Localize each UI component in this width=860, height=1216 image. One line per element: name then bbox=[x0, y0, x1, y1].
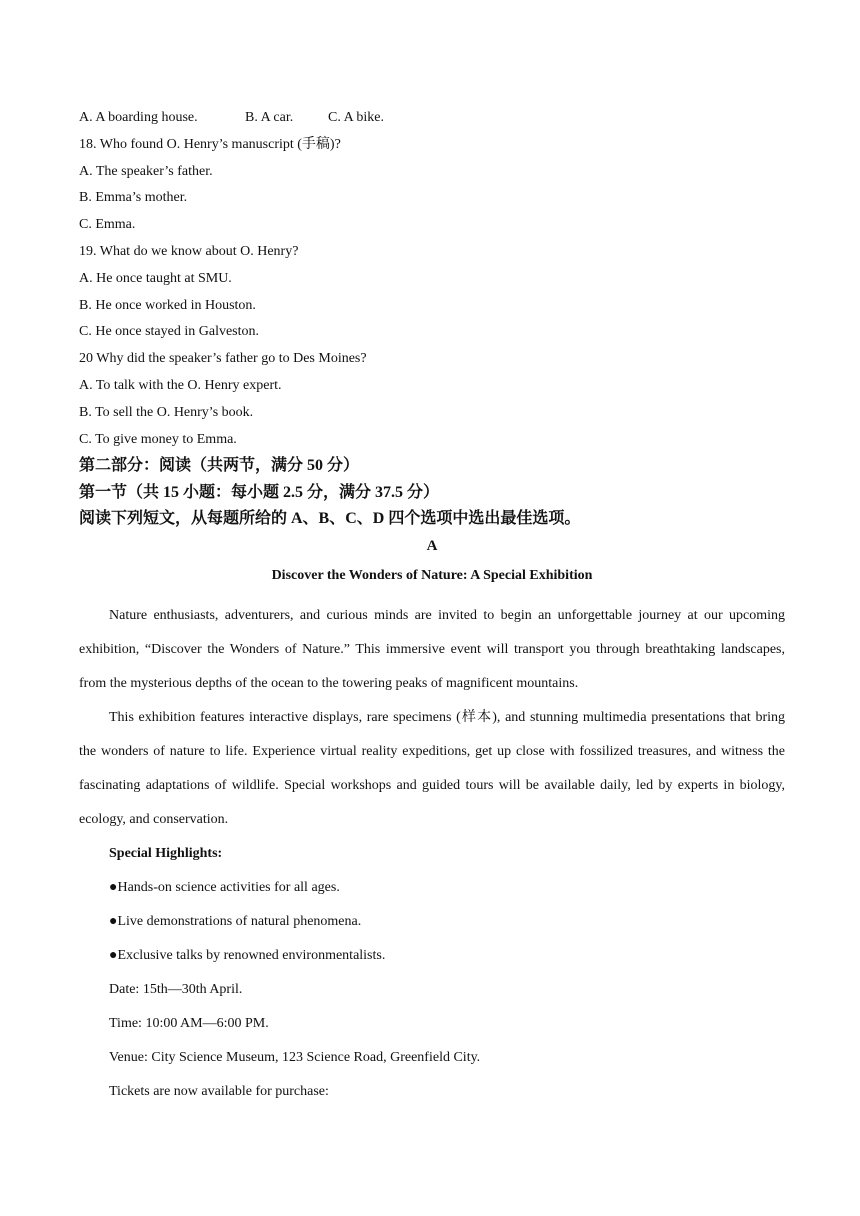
event-venue: Venue: City Science Museum, 123 Science Road, Greenfield City. bbox=[109, 1049, 481, 1065]
question-18-stem: 18. Who found O. Henry’s manuscript (手稿)? bbox=[79, 136, 341, 152]
passage-paragraph-2: This exhibition features interactive displays, rare specimens (样本), and stunning multimedia presentations that bring the wonders of nature to life. Experience virtual reality expeditions, get up close with fossilized treasures, and witness the fascinating adaptations of wildlife. Special workshops and guided tours will be available daily, led by experts in biology, ecology, and conservation. bbox=[79, 709, 785, 827]
passage-paragraph-1: Nature enthusiasts, adventurers, and curious minds are invited to begin an unforgettable journey at our upcoming exhibition, “Discover the Wonders of Nature.” This immersive event will transport you through breathtaking landscapes, from the mysterious depths of the ocean to the towering peaks of magnificent mountains. bbox=[79, 607, 785, 691]
question-17-options bbox=[79, 107, 785, 134]
question-19-option-a: A. He once taught at SMU. bbox=[79, 270, 232, 286]
option-c: C. A bike. bbox=[328, 110, 385, 125]
reading-instruction: 阅读下列短文，从每题所给的 A、B、C、D 四个选项中选出最佳选项。 bbox=[79, 510, 581, 528]
passage-letter: A bbox=[426, 537, 438, 554]
question-20-option-c: C. To give money to Emma. bbox=[79, 431, 237, 447]
question-18-option-c: C. Emma. bbox=[79, 217, 136, 233]
question-20-option-b: B. To sell the O. Henry’s book. bbox=[79, 404, 254, 420]
highlight-item: ●Hands-on science activities for all ages. bbox=[109, 879, 340, 895]
tickets-line: Tickets are now available for purchase: bbox=[109, 1083, 329, 1099]
question-20-option-a: A. To talk with the O. Henry expert. bbox=[79, 377, 282, 393]
question-19-option-b: B. He once worked in Houston. bbox=[79, 297, 256, 313]
event-date: Date: 15th—30th April. bbox=[109, 981, 243, 997]
highlight-item: ●Exclusive talks by renowned environmentalists. bbox=[109, 947, 386, 963]
passage-title: Discover the Wonders of Nature: A Special Exhibition bbox=[271, 567, 593, 583]
section-one-heading: 第一节（共 15 小题：每小题 2.5 分，满分 37.5 分） bbox=[79, 483, 440, 501]
option-a: A. A boarding house. bbox=[79, 110, 198, 125]
question-18-option-b: B. Emma’s mother. bbox=[79, 190, 188, 206]
question-20-stem: 20 Why did the speaker’s father go to Des Moines? bbox=[79, 351, 367, 367]
option-b: B. A car. bbox=[245, 110, 294, 125]
highlights-heading: Special Highlights: bbox=[109, 845, 223, 861]
question-18-option-a: A. The speaker’s father. bbox=[79, 163, 213, 179]
highlight-item: ●Live demonstrations of natural phenomena. bbox=[109, 913, 362, 929]
page-content bbox=[79, 107, 785, 1109]
event-time: Time: 10:00 AM—6:00 PM. bbox=[109, 1015, 269, 1031]
question-19-stem: 19. What do we know about O. Henry? bbox=[79, 243, 299, 259]
question-19-option-c: C. He once stayed in Galveston. bbox=[79, 324, 260, 340]
part-two-heading: 第二部分：阅读（共两节，满分 50 分） bbox=[79, 457, 360, 475]
